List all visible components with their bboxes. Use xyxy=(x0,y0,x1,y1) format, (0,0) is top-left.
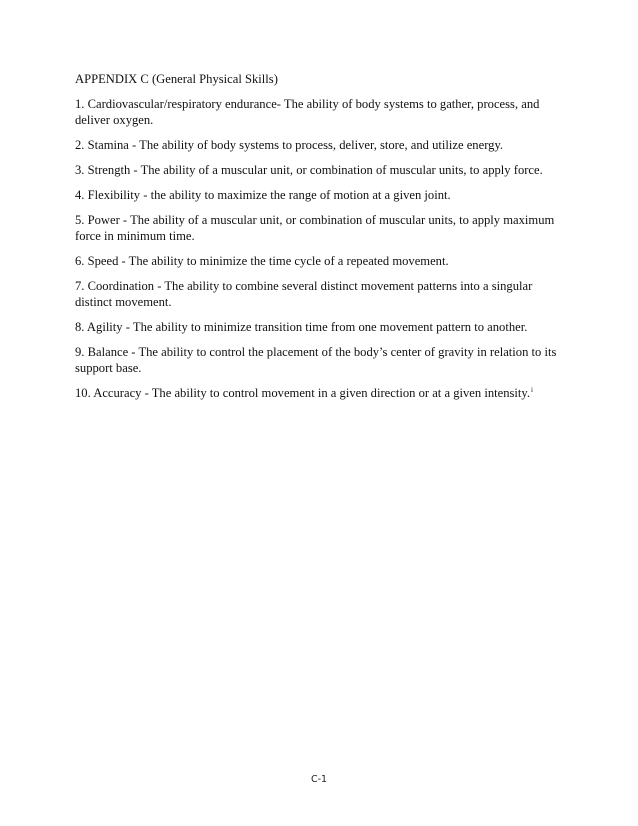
skill-name: Coordination - xyxy=(87,279,162,293)
skill-item xyxy=(75,319,570,335)
skill-item xyxy=(75,253,570,269)
skill-item xyxy=(75,187,570,203)
skill-number: 9. xyxy=(75,345,85,359)
skill-item xyxy=(75,344,570,376)
skill-number: 3. xyxy=(75,163,85,177)
skill-definition: The ability to combine several distinct movement patterns into a singular distinct movement. xyxy=(75,279,533,309)
skill-definition: The ability of body systems to process, deliver, store, and utilize energy. xyxy=(139,138,504,152)
document-body xyxy=(75,71,570,410)
skill-number: 5. xyxy=(75,213,85,227)
appendix-heading: APPENDIX C (General Physical Skills) xyxy=(75,72,278,86)
skill-number: 2. xyxy=(75,138,85,152)
skill-name: Balance - xyxy=(87,345,136,359)
skill-definition: The ability of body systems to gather, process, and deliver oxygen. xyxy=(75,97,540,127)
skill-number: 6. xyxy=(75,254,85,268)
skill-name: Strength - xyxy=(87,163,138,177)
skill-name: Flexibility - xyxy=(87,188,148,202)
skill-item xyxy=(75,278,570,310)
skill-definition: The ability of a muscular unit, or combination of muscular units, to apply maximum force in minimum time. xyxy=(75,213,555,243)
skill-item xyxy=(75,212,570,244)
skill-name: Power - xyxy=(87,213,128,227)
skills-list xyxy=(75,96,570,401)
skill-name: Cardiovascular/respiratory endurance- xyxy=(87,97,281,111)
skill-definition: The ability of a muscular unit, or combination of muscular units, to apply force. xyxy=(140,163,543,177)
skill-definition: The ability to control the placement of the body’s center of gravity in relation to its support base. xyxy=(75,345,557,375)
skill-item xyxy=(75,385,570,401)
skill-name: Speed - xyxy=(87,254,126,268)
skill-name: Stamina - xyxy=(87,138,137,152)
skill-name: Agility - xyxy=(86,320,130,334)
skill-definition: the ability to maximize the range of motion at a given joint. xyxy=(150,188,451,202)
skill-number: 1. xyxy=(75,97,85,111)
skill-number: 4. xyxy=(75,188,85,202)
skill-definition: The ability to minimize transition time from one movement pattern to another. xyxy=(132,320,528,334)
skill-item xyxy=(75,96,570,128)
skill-item xyxy=(75,162,570,178)
skill-number: 10. xyxy=(75,386,91,400)
endnote-marker[interactable]: i xyxy=(531,385,533,394)
skill-number: 8. xyxy=(75,320,85,334)
skill-item xyxy=(75,137,570,153)
page-number: C-1 xyxy=(310,774,328,785)
skill-definition: The ability to control movement in a given direction or at a given intensity. xyxy=(151,386,531,400)
skill-name: Accuracy - xyxy=(93,386,149,400)
skill-definition: The ability to minimize the time cycle of a repeated movement. xyxy=(128,254,449,268)
skill-number: 7. xyxy=(75,279,85,293)
